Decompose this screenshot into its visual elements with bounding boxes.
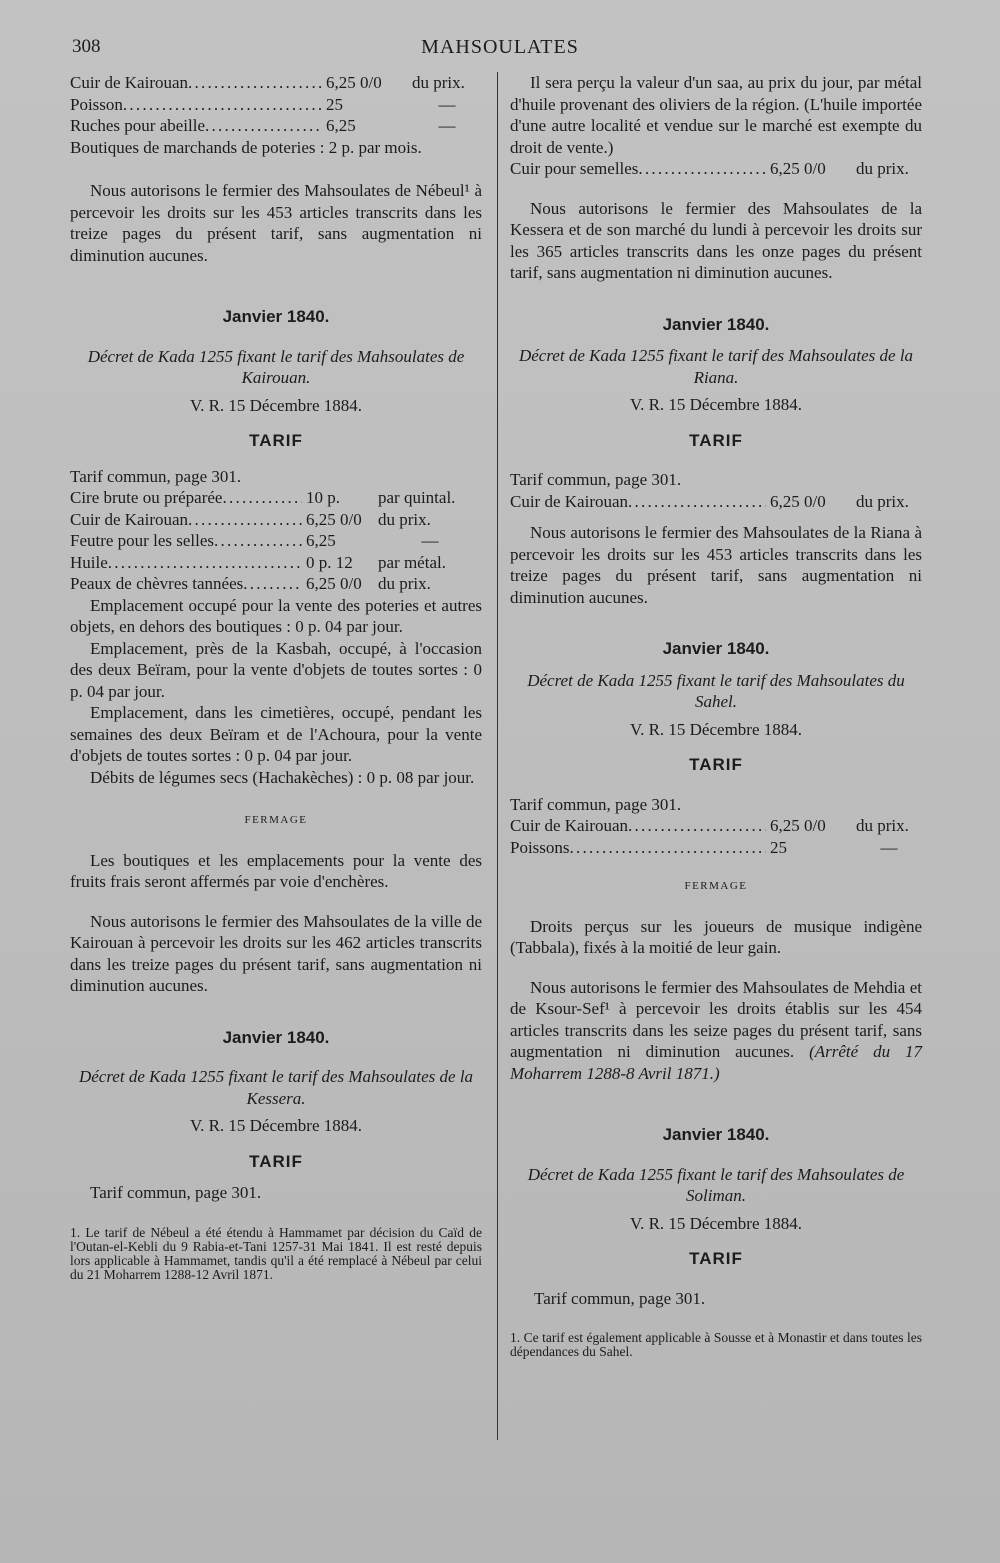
tarif-heading: TARIF <box>249 431 303 450</box>
fermage-heading: FERMAGE <box>684 880 748 892</box>
emplacement-paragraph: Emplacement, dans les cimetières, occupé, pendant les semaines des deux Beïram et de l'Achoura, pour la vente d'objets de toutes sortes : 0 p. 04 par jour. <box>70 703 482 765</box>
tariff-entry: Feutre pour les selles . . . 6,25 — <box>70 530 482 552</box>
debits-paragraph: Débits de légumes secs (Hachakèches) : 0 p. 08 par jour. <box>90 767 475 787</box>
vr-date: V. R. 15 Décembre 1884. <box>629 395 803 414</box>
fermage-paragraph: Les boutiques et les emplacements pour la vente des fruits frais seront affermés par voie d'enchères. <box>70 850 482 891</box>
paragraph-mehdia: Nous autorisons le fermier des Mahsoulates de Mehdia et de Ksour-Sef¹ à percevoir les droits établis sur les 454 articles transcrits dans les seize pages du présent tarif, sans augmentation ni diminution aucunes. (Arrêté du 17 Moharrem 1288-8 Avril 1871.) <box>510 977 922 1083</box>
vr-date: V. R. 15 Décembre 1884. <box>629 719 803 739</box>
tariff-entry: Cuir de Kairouan . . . 6,25 0/0 du prix. <box>70 509 482 531</box>
tarif-commun: Tarif commun, page 301. <box>70 466 242 486</box>
tariff-entry: Cire brute ou préparée . . . 10 p. par quintal. <box>70 487 482 509</box>
vr-date: V. R. 15 Décembre 1884. <box>629 1213 803 1233</box>
emplacement-paragraph: Emplacement, près de la Kasbah, occupé, à l'occasion des deux Beïram, pour la vente d'objets de toutes sortes : 0 p. 04 par jour. <box>70 638 482 701</box>
decree-title: Décret de Kada 1255 fixant le tarif des Mahsoulates de Soliman. <box>527 1164 905 1205</box>
tariff-entry: Poisson . . . 25 — <box>70 94 482 116</box>
tariff-entry: Poissons . . . 25 — <box>510 837 922 859</box>
paragraph-kairouan: Nous autorisons le fermier des Mahsoulates de la ville de Kairouan à percevoir les droits sur les 462 articles transcrits dans les treize pages du présent tarif, sans augmentation ni diminution aucunes. <box>70 911 482 995</box>
column-divider <box>497 72 498 1440</box>
decree-title: Décret de Kada 1255 fixant le tarif des Mahsoulates de la Riana. <box>518 346 914 387</box>
fermage-heading: FERMAGE <box>244 814 308 826</box>
running-title: MAHSOULATES <box>421 36 579 58</box>
decree-title: Décret de Kada 1255 fixant le tarif des Mahsoulates du Sahel. <box>527 670 905 711</box>
decree-title: Décret de Kada 1255 fixant le tarif des Mahsoulates de la Kessera. <box>78 1067 474 1108</box>
paragraph-nebeul: Nous autorisons le fermier des Mahsoulates de Nébeul¹ à percevoir les droits sur les 453 articles transcrits dans les treize pages du présent tarif, sans augmentation ni diminution aucunes. <box>70 181 482 265</box>
boutiques-line: Boutiques de marchands de poteries : 2 p. par mois. <box>70 137 422 157</box>
tariff-entry: Peaux de chèvres tannées . . . 6,25 0/0 du prix. <box>70 573 482 595</box>
tarif-commun: Tarif commun, page 301. <box>534 1288 706 1308</box>
tarif-heading: TARIF <box>689 755 743 774</box>
tarif-heading: TARIF <box>689 430 743 450</box>
decree-title: Décret de Kada 1255 fixant le tarif des Mahsoulates de Kairouan. <box>87 346 465 387</box>
section-date: Janvier 1840. <box>222 1027 330 1047</box>
vr-date: V. R. 15 Décembre 1884. <box>189 1116 363 1135</box>
fermage-paragraph: Droits perçus sur les joueurs de musique indigène (Tabbala), fixés à la moitié de leur gain. <box>510 916 922 957</box>
tariff-entry: Cuir de Kairouan . . . 6,25 0/0 du prix. <box>70 72 482 94</box>
tarif-heading: TARIF <box>689 1249 743 1268</box>
left-column <box>70 72 482 1282</box>
tariff-entry: Huile . . . 0 p. 12 par métal. <box>70 552 482 574</box>
paragraph-saa: Il sera perçu la valeur d'un saa, au prix du jour, par métal d'huile provenant des oliviers de la région. (L'huile importée d'une autre localité et vendue sur le marché est exempte du droit de vente.) <box>510 73 922 157</box>
footnote: 1. Ce tarif est également applicable à Sousse et à Monastir et dans toutes les dépendances du Sahel. <box>510 1330 922 1359</box>
emplacement-paragraph: Emplacement occupé pour la vente des poteries et autres objets, en dehors des boutiques : 0 p. 04 par jour. <box>70 595 482 636</box>
tariff-entry: Cuir de Kairouan . . . 6,25 0/0 du prix. <box>510 815 922 837</box>
section-date: Janvier 1840. <box>662 1125 770 1144</box>
page-number: 308 <box>72 36 101 57</box>
footnote: 1. Le tarif de Nébeul a été étendu à Hammamet par décision du Caïd de l'Outan-el-Kebli du 9 Rabia-et-Tani 1257-31 Mai 1841. Il est resté depuis lors applicable à Hammamet, tandis qu'il a été remplacé à Nébeul par celui du 21 Moharrem 1288-12 Avril 1871. <box>70 1224 482 1282</box>
section-date: Janvier 1840. <box>662 314 770 334</box>
right-column <box>510 72 922 1359</box>
arrete-reference: (Arrêté du 17 Moharrem 1288-8 Avril 1871.) <box>510 1042 922 1083</box>
section-date: Janvier 1840. <box>222 307 330 326</box>
tarif-commun: Tarif commun, page 301. <box>90 1183 262 1202</box>
paragraph-riana: Nous autorisons le fermier des Mahsoulates de la Riana à percevoir les droits sur les 453 articles transcrits dans les treize pages du présent tarif, sans augmentation ni diminution aucunes. <box>510 523 922 607</box>
tarif-heading: TARIF <box>249 1151 303 1171</box>
tariff-entry: Cuir de Kairouan . . . 6,25 0/0 du prix. <box>510 491 922 513</box>
tarif-commun: Tarif commun, page 301. <box>510 470 682 489</box>
tariff-entry: Ruches pour abeille . . . 6,25 — <box>70 115 482 137</box>
tarif-commun: Tarif commun, page 301. <box>510 794 682 814</box>
paragraph-kessera: Nous autorisons le fermier des Mahsoulates de la Kessera et de son marché du lundi à percevoir les droits sur les 365 articles transcrits dans les onze pages du présent tarif, sans augmentation ni diminution aucunes. <box>510 198 922 282</box>
vr-date: V. R. 15 Décembre 1884. <box>189 395 363 415</box>
tariff-entry: Cuir pour semelles . . . 6,25 0/0 du prix. <box>510 158 922 180</box>
section-date: Janvier 1840. <box>662 639 770 658</box>
